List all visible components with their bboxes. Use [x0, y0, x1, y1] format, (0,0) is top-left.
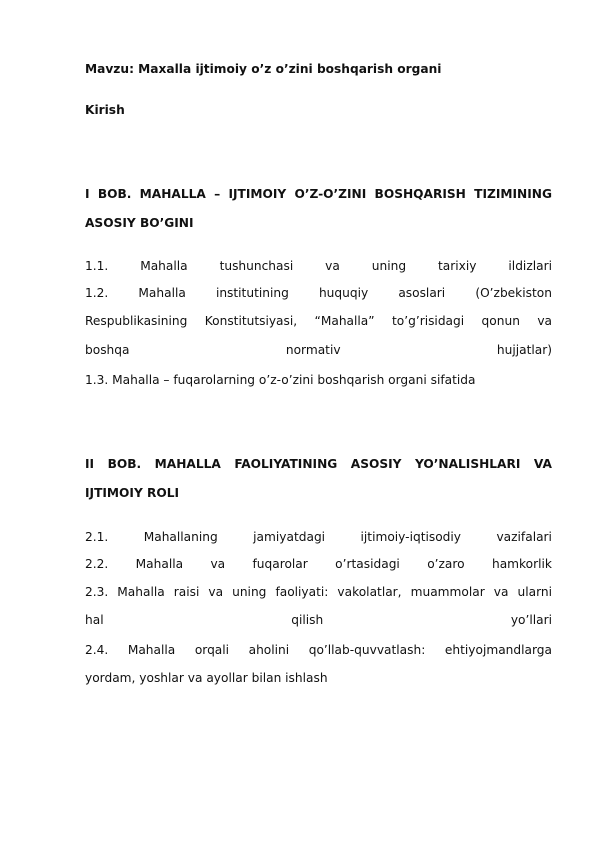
section-1-3: 1.3. Mahalla – fuqarolarning o’z-o’zini boshqarish organi sifatida	[85, 373, 476, 387]
word: hujjatlar)	[496, 343, 552, 357]
section-2-4-line2: yordam, yoshlar va ayollar bilan ishlash	[85, 671, 328, 685]
word: MAHALLA	[154, 457, 221, 471]
word: boshqa	[85, 343, 130, 357]
word: qilish	[291, 613, 324, 627]
word: raisi	[173, 585, 200, 599]
word: hamkorlik	[491, 557, 552, 571]
word: I	[85, 187, 90, 201]
word: qo’llab-quvvatlash:	[308, 643, 426, 657]
word: 1.1.	[85, 259, 109, 273]
word: Mahallaning	[143, 530, 218, 544]
word: ularni	[517, 585, 552, 599]
word: VA	[533, 457, 552, 471]
word: orqali	[194, 643, 230, 657]
section-2-4-line1	[85, 643, 552, 657]
word: O’Z-O’ZINI	[294, 187, 367, 201]
word: faoliyati:	[275, 585, 329, 599]
word: tushunchasi	[219, 259, 294, 273]
word: va	[210, 557, 226, 571]
word: MAHALLA	[139, 187, 206, 201]
word: ehtiyojmandlarga	[444, 643, 552, 657]
word: ildizlari	[508, 259, 552, 273]
chapter2-title-line1	[85, 457, 552, 471]
word: Respublikasining	[85, 314, 188, 328]
word: yo’llari	[510, 613, 552, 627]
word: Konstitutsiyasi,	[204, 314, 298, 328]
word: va	[208, 585, 224, 599]
word: va	[325, 259, 340, 273]
word: ijtimoiy-iqtisodiy	[360, 530, 462, 544]
word: o’rtasidagi	[335, 557, 400, 571]
word: va	[537, 314, 552, 328]
word: hal	[85, 613, 104, 627]
word: tarixiy	[438, 259, 477, 273]
word: vazifalari	[496, 530, 552, 544]
word: institutining	[215, 286, 289, 300]
section-1-2-line3	[85, 343, 552, 357]
section-2-3-line2	[85, 613, 552, 627]
word: Mahalla	[127, 643, 176, 657]
section-1-2-line2	[85, 314, 552, 328]
word: BOB.	[97, 187, 132, 201]
word: vakolatlar,	[337, 585, 402, 599]
word: “Mahalla”	[314, 314, 375, 328]
word: Mahalla	[140, 259, 188, 273]
word: uning	[232, 585, 267, 599]
chapter2-title-line2: IJTIMOIY ROLI	[85, 486, 180, 500]
word: normativ	[285, 343, 341, 357]
word: –	[214, 187, 221, 201]
word: jamiyatdagi	[253, 530, 326, 544]
section-1-2-line1	[85, 286, 552, 300]
word: TIZIMINING	[474, 187, 552, 201]
intro-heading: Kirish	[85, 103, 125, 117]
word: II	[85, 457, 95, 471]
word: 2.1.	[85, 530, 109, 544]
word: Mahalla	[135, 557, 184, 571]
word: to’g’risidagi	[391, 314, 465, 328]
word: FAOLIYATINING	[234, 457, 338, 471]
word: ASOSIY	[350, 457, 402, 471]
word: aholini	[248, 643, 290, 657]
word: IJTIMOIY	[228, 187, 287, 201]
word: 2.3.	[85, 585, 109, 599]
word: 2.2.	[85, 557, 109, 571]
word: BOB.	[107, 457, 142, 471]
word: huquqiy	[318, 286, 369, 300]
word: qonun	[481, 314, 520, 328]
section-1-1	[85, 259, 552, 273]
chapter1-title-line2: ASOSIY BO’GINI	[85, 216, 194, 230]
word: uning	[371, 259, 407, 273]
word: Mahalla	[117, 585, 165, 599]
section-2-1	[85, 530, 552, 544]
word: o’zaro	[427, 557, 465, 571]
word: fuqarolar	[252, 557, 308, 571]
chapter1-title-line1	[85, 187, 552, 201]
section-2-2	[85, 557, 552, 571]
word: BOSHQARISH	[374, 187, 466, 201]
topic-heading: Mavzu: Maxalla ijtimoiy o’z o’zini boshqarish organi	[85, 62, 442, 76]
section-2-3-line1	[85, 585, 552, 599]
word: Mahalla	[138, 286, 186, 300]
word: (O’zbekiston	[475, 286, 552, 300]
word: YO’NALISHLARI	[415, 457, 521, 471]
word: 2.4.	[85, 643, 109, 657]
word: muammolar	[410, 585, 485, 599]
word: va	[493, 585, 509, 599]
word: asoslari	[398, 286, 446, 300]
word: 1.2.	[85, 286, 109, 300]
